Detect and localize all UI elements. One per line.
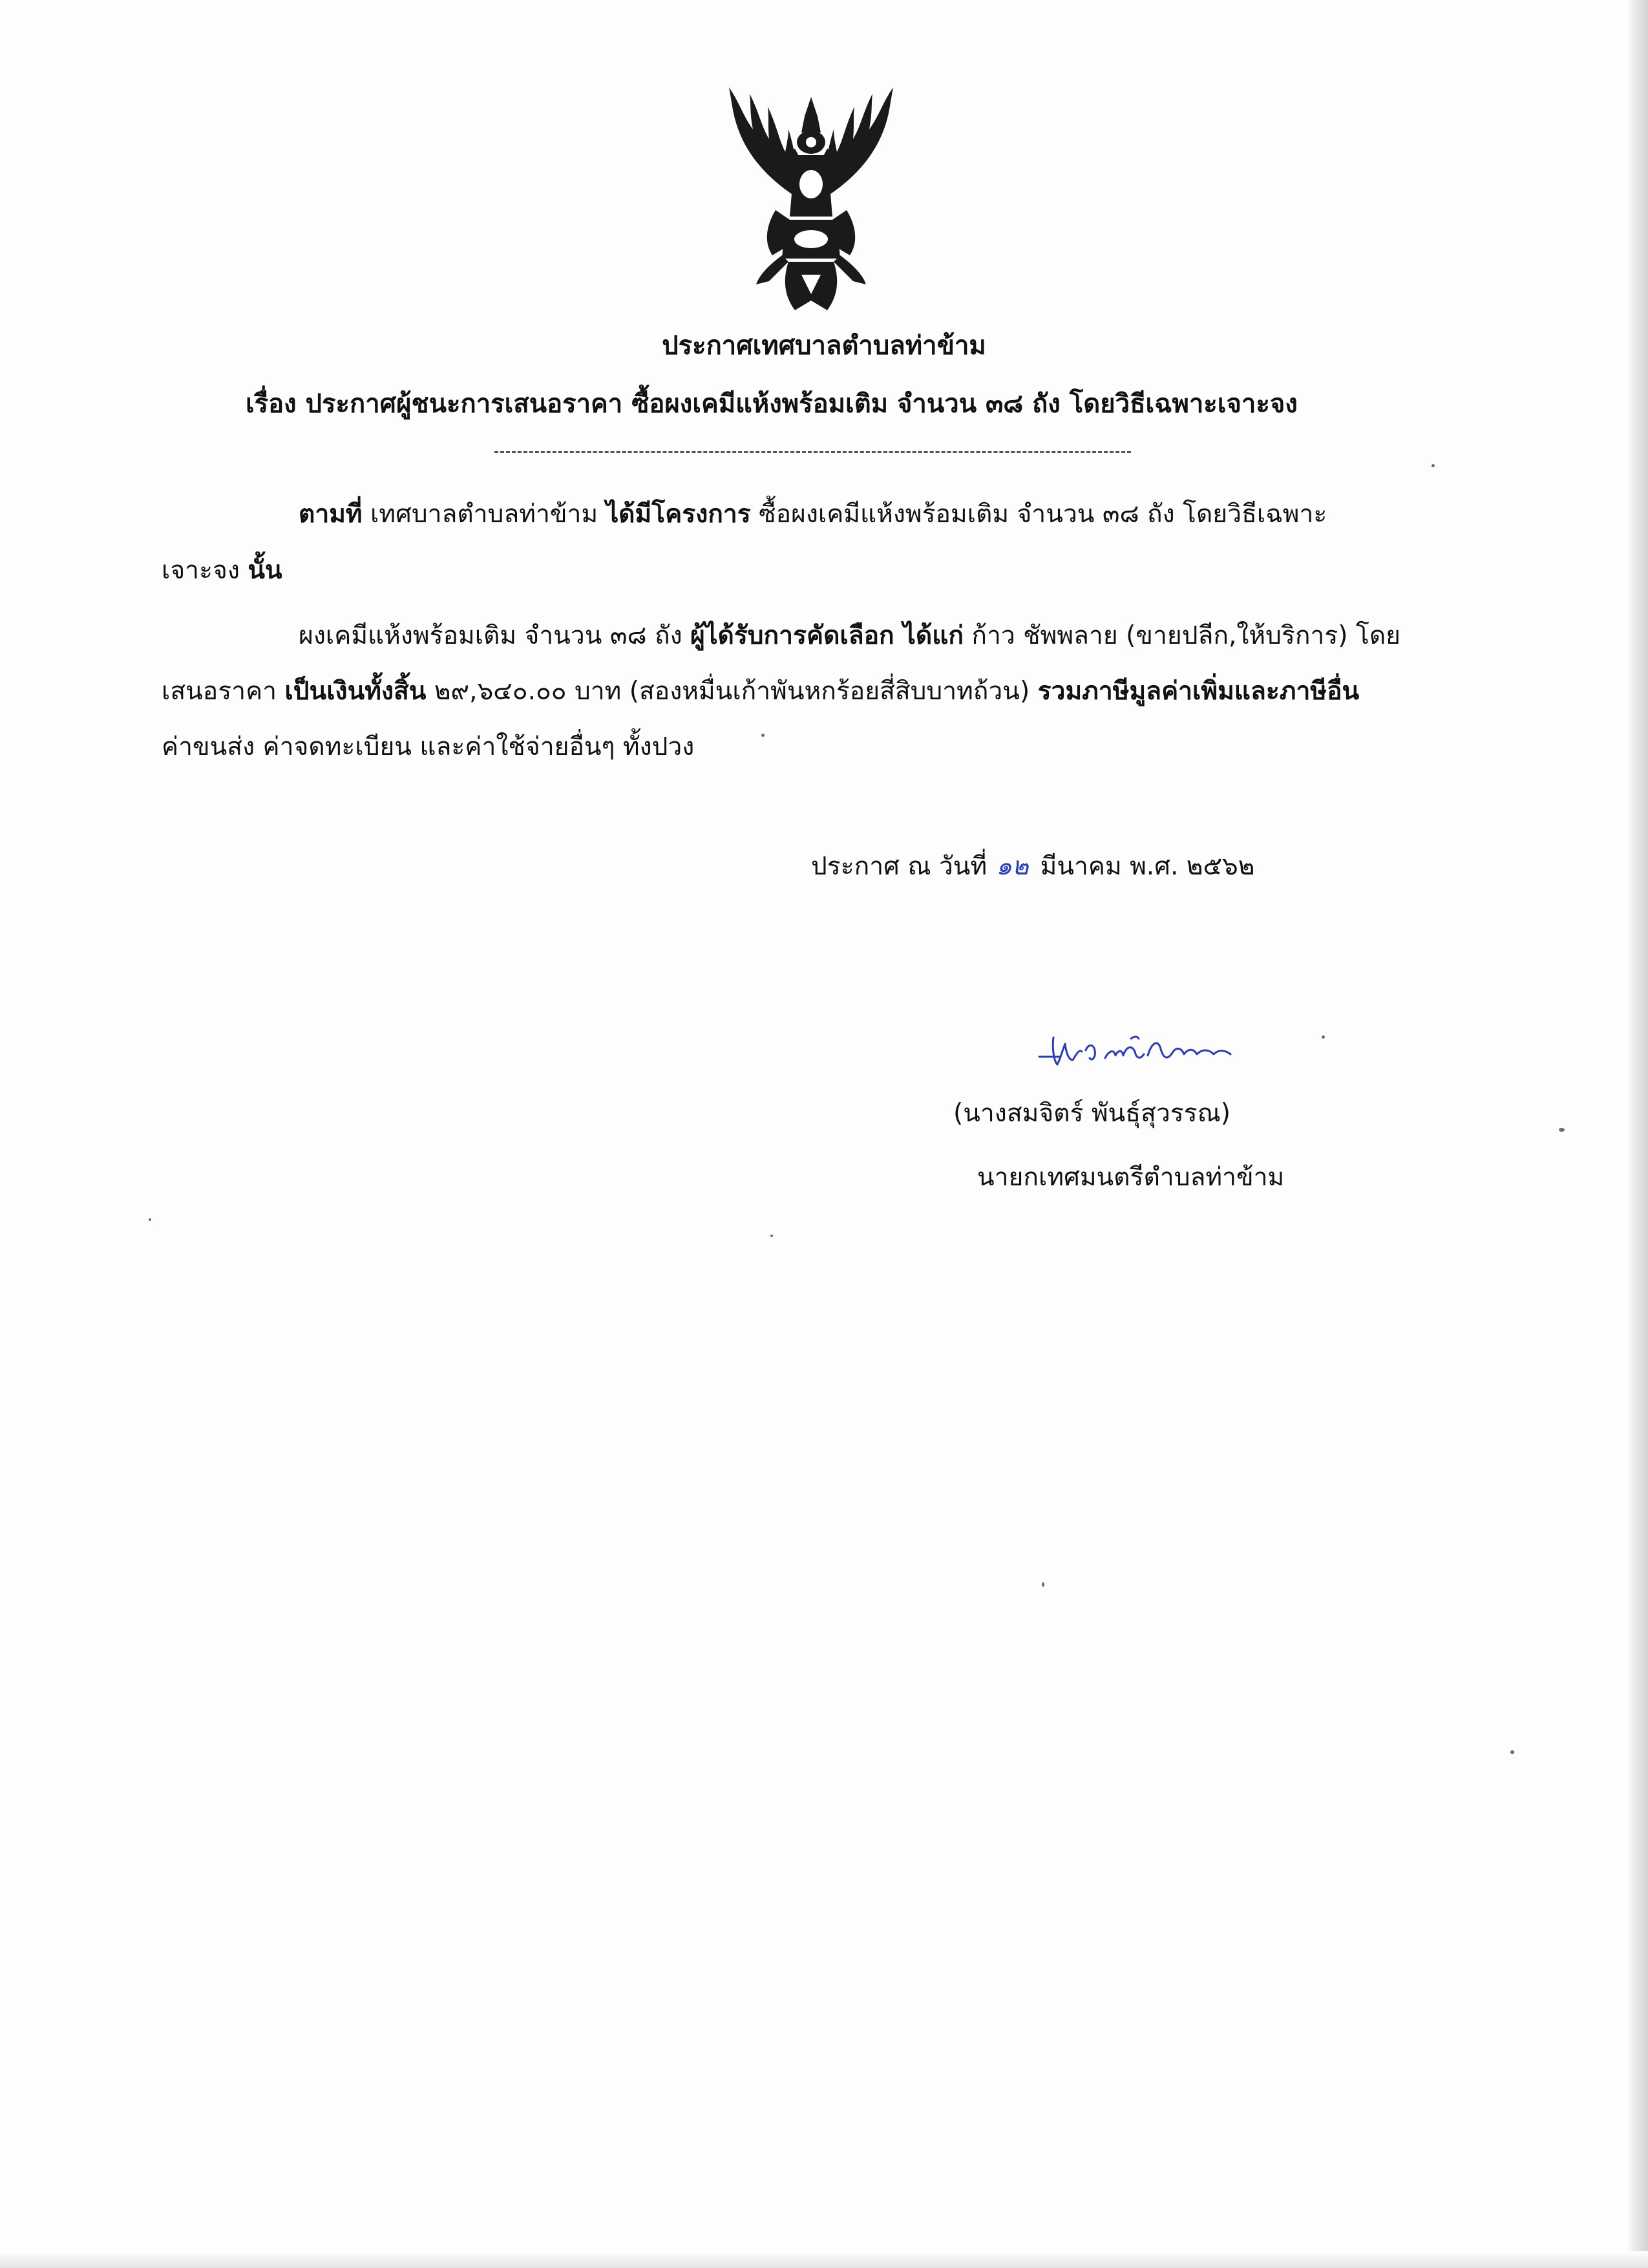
p2-vendor: ก้าว ชัพพลาย (ขายปลีก,ให้บริการ) โดย xyxy=(963,621,1401,650)
p1-lead: ตามที่ xyxy=(299,500,363,529)
scan-speck xyxy=(149,1218,151,1221)
p1-continuation: เจาะจง xyxy=(162,556,248,585)
p2-amount: ๒๙,๖๔๐.๐๐ บาท (สองหมื่นเก้าพันหกร้อยสี่สิบบาทถ้วน) xyxy=(426,677,1038,706)
announcement-date xyxy=(811,850,1254,884)
scan-speck xyxy=(1510,1750,1514,1754)
scan-speck xyxy=(1431,464,1435,467)
document-subject: เรื่อง ประกาศผู้ชนะการเสนอราคา ซื้อผงเคมีแห้งพร้อมเติม จำนวน ๓๘ ถัง โดยวิธีเฉพาะเจาะจง xyxy=(246,389,1298,419)
scan-speck xyxy=(1322,1035,1325,1039)
garuda-emblem-icon xyxy=(704,87,918,320)
paragraph-1-line-2 xyxy=(162,554,282,588)
scan-speck xyxy=(761,734,765,737)
scan-speck xyxy=(1559,1128,1565,1132)
p1-project-label: ได้มีโครงการ xyxy=(606,500,751,529)
scan-edge-bottom xyxy=(0,2251,1648,2268)
dashed-separator xyxy=(494,451,1131,453)
paragraph-2-line-3 xyxy=(162,730,694,764)
p1-end: นั้น xyxy=(248,556,282,585)
scan-speck xyxy=(1042,1582,1044,1587)
date-prefix: ประกาศ ณ วันที่ xyxy=(811,852,988,881)
p2-item: ผงเคมีแห้งพร้อมเติม จำนวน ๓๘ ถัง xyxy=(299,621,691,650)
scan-edge-right xyxy=(1626,0,1648,2268)
date-month-year: มีนาคม พ.ศ. ๒๕๖๒ xyxy=(1040,852,1255,881)
paragraph-2-line-1 xyxy=(299,619,1400,653)
date-day: ๑๒ xyxy=(996,852,1029,881)
p2-costs: ค่าขนส่ง ค่าจดทะเบียน และค่าใช้จ่ายอื่นๆ ทั้งปวง xyxy=(162,732,695,761)
handwritten-signature xyxy=(1034,1024,1254,1076)
paragraph-1-line-1 xyxy=(299,498,1327,531)
signatory-position: นายกเทศมนตรีตำบลท่าข้าม xyxy=(977,1163,1285,1192)
document-title: ประกาศเทศบาลตำบลท่าข้าม xyxy=(662,331,986,361)
signatory-name: (นางสมจิตร์ พันธุ์สุวรรณ) xyxy=(953,1099,1231,1128)
p1-org: เทศบาลตำบลท่าข้าม xyxy=(362,500,606,529)
p1-project-text: ซื้อผงเคมีแห้งพร้อมเติม จำนวน ๓๘ ถัง โดยวิธีเฉพาะ xyxy=(750,500,1327,529)
p2-total-label: เป็นเงินทั้งสิ้น xyxy=(284,677,427,706)
paragraph-2-line-2 xyxy=(162,675,1359,708)
p2-tax-label: รวมภาษีมูลค่าเพิ่มและภาษีอื่น xyxy=(1037,677,1360,706)
p2-selected-label: ผู้ได้รับการคัดเลือก ได้แก่ xyxy=(690,621,964,650)
scan-speck xyxy=(770,1235,773,1237)
p2-offer: เสนอราคา xyxy=(162,677,285,706)
